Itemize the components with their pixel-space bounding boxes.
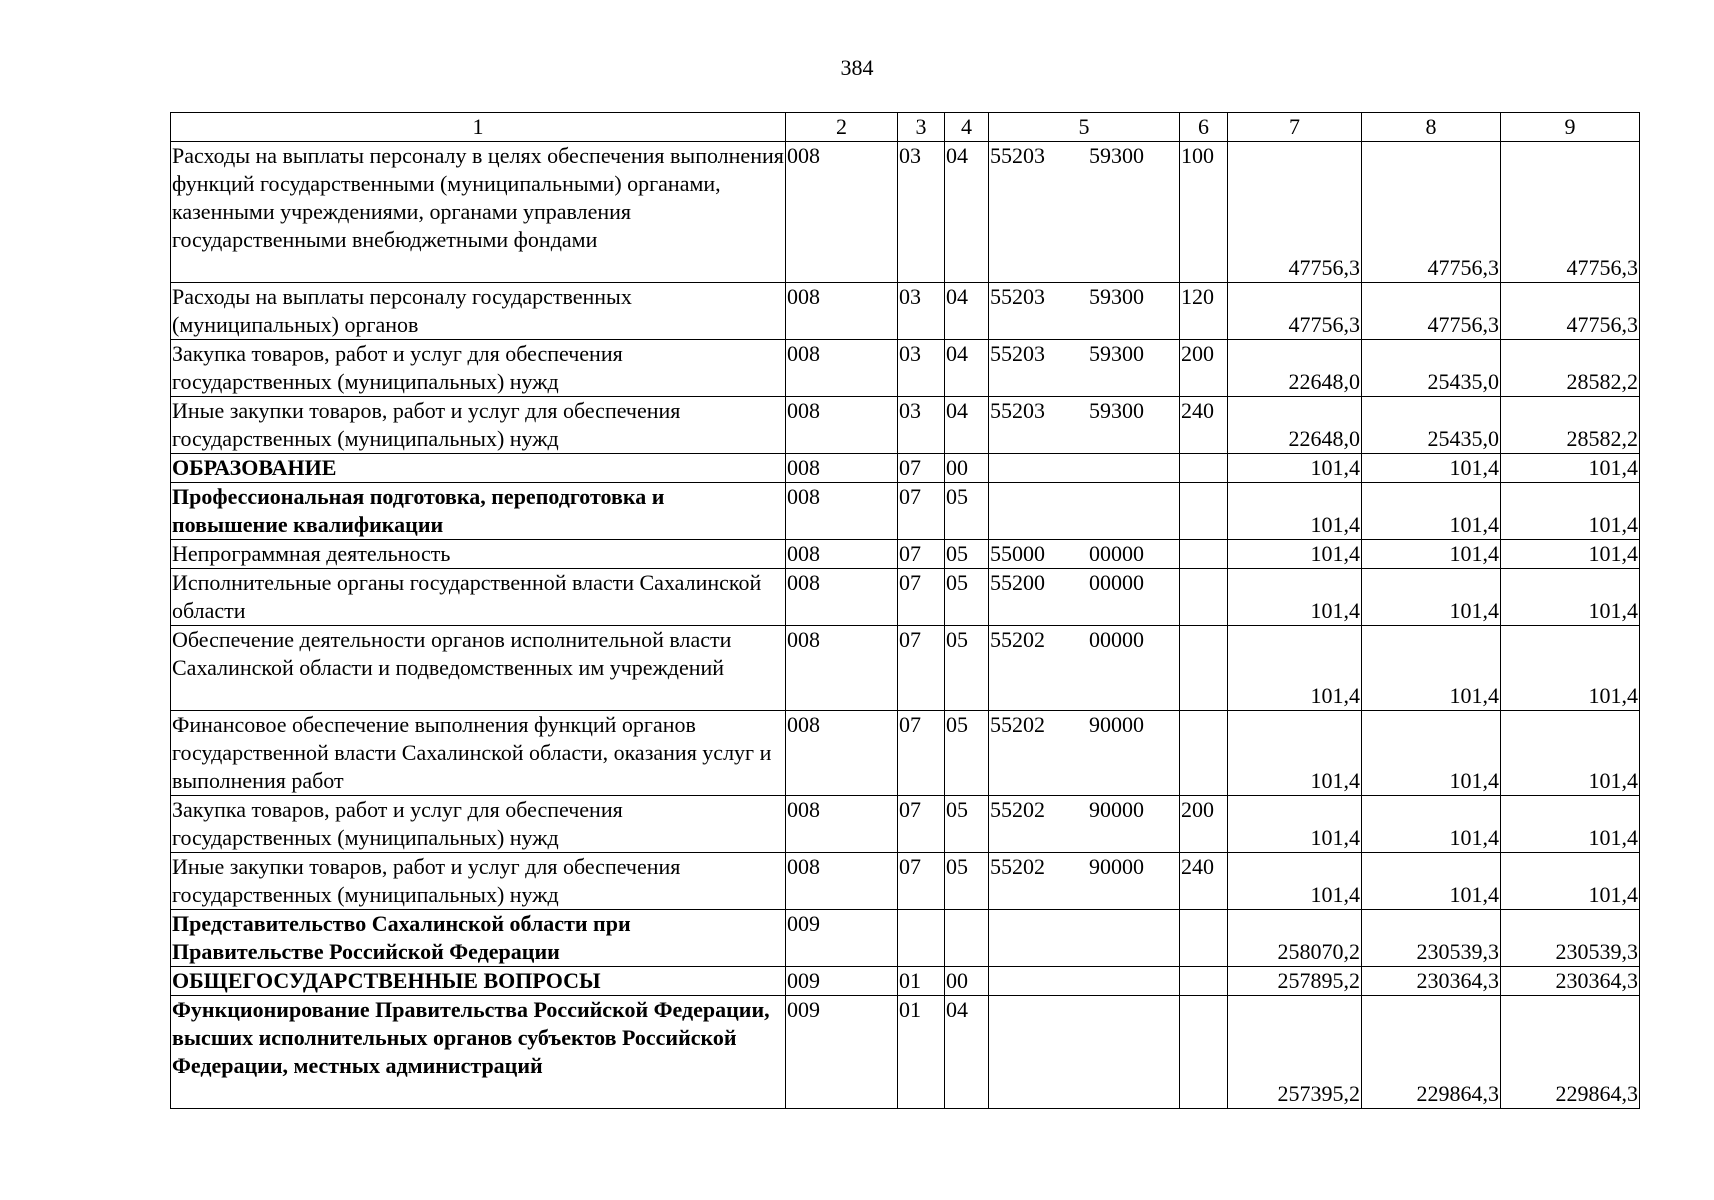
cell-code-expense-type bbox=[1180, 483, 1228, 540]
cell-code-expense-type bbox=[1180, 454, 1228, 483]
header-row bbox=[171, 113, 1640, 142]
header-col-4: 4 bbox=[945, 113, 989, 142]
table-row bbox=[171, 626, 1640, 711]
cell-amount-7: 22648,0 bbox=[1228, 397, 1362, 454]
table-header bbox=[171, 113, 1640, 142]
cell-code-subsection: 04 bbox=[945, 340, 989, 397]
cell-code-section: 07 bbox=[898, 711, 945, 796]
cell-code-section: 03 bbox=[898, 397, 945, 454]
article-part-1: 55200 bbox=[990, 570, 1045, 595]
cell-code-ministry: 008 bbox=[786, 711, 898, 796]
article-part-2: 90000 bbox=[1089, 797, 1144, 822]
row-name: Обеспечение деятельности органов исполнительной власти Сахалинской области и подведомственных им учреждений bbox=[171, 626, 786, 711]
cell-code-expense-type: 240 bbox=[1180, 853, 1228, 910]
article-part-1: 55202 bbox=[990, 797, 1045, 822]
article-part-2: 90000 bbox=[1089, 854, 1144, 879]
row-name: Закупка товаров, работ и услуг для обеспечения государственных (муниципальных) нужд bbox=[171, 340, 786, 397]
cell-code-article bbox=[989, 853, 1180, 910]
cell-code-subsection: 05 bbox=[945, 483, 989, 540]
cell-amount-7: 101,4 bbox=[1228, 711, 1362, 796]
cell-amount-7: 101,4 bbox=[1228, 483, 1362, 540]
article-part-2: 00000 bbox=[1089, 541, 1144, 566]
cell-code-ministry: 008 bbox=[786, 626, 898, 711]
cell-code-expense-type bbox=[1180, 910, 1228, 967]
cell-code-expense-type bbox=[1180, 569, 1228, 626]
row-name: Расходы на выплаты персоналу государственных (муниципальных) органов bbox=[171, 283, 786, 340]
row-name: Функционирование Правительства Российской Федерации, высших исполнительных органов субъектов Российской Федерации, местных администраций bbox=[171, 996, 786, 1109]
cell-code-ministry: 008 bbox=[786, 483, 898, 540]
cell-amount-8: 25435,0 bbox=[1362, 340, 1501, 397]
cell-code-expense-type: 100 bbox=[1180, 142, 1228, 283]
article-part-2: 59300 bbox=[1089, 341, 1144, 366]
article-part-1: 55203 bbox=[990, 284, 1045, 309]
row-name: Закупка товаров, работ и услуг для обеспечения государственных (муниципальных) нужд bbox=[171, 796, 786, 853]
cell-amount-8: 101,4 bbox=[1362, 711, 1501, 796]
cell-code-expense-type: 120 bbox=[1180, 283, 1228, 340]
cell-code-section: 07 bbox=[898, 626, 945, 711]
cell-code-subsection: 05 bbox=[945, 540, 989, 569]
cell-code-section: 07 bbox=[898, 853, 945, 910]
row-name: Финансовое обеспечение выполнения функций органов государственной власти Сахалинской области, оказания услуг и выполнения работ bbox=[171, 711, 786, 796]
header-col-3: 3 bbox=[898, 113, 945, 142]
cell-code-section: 03 bbox=[898, 142, 945, 283]
cell-code-ministry: 009 bbox=[786, 910, 898, 967]
cell-amount-7: 258070,2 bbox=[1228, 910, 1362, 967]
article-part-1: 55202 bbox=[990, 712, 1045, 737]
row-name: Расходы на выплаты персоналу в целях обеспечения выполнения функций государственными (муниципальными) органами, казенными учреждениями, органами управления государственными внебюджетными фондами bbox=[171, 142, 786, 283]
cell-code-subsection: 05 bbox=[945, 796, 989, 853]
cell-code-article bbox=[989, 796, 1180, 853]
cell-amount-7: 101,4 bbox=[1228, 569, 1362, 626]
cell-amount-9: 101,4 bbox=[1501, 853, 1640, 910]
cell-amount-9: 230364,3 bbox=[1501, 967, 1640, 996]
row-name: Иные закупки товаров, работ и услуг для обеспечения государственных (муниципальных) нужд bbox=[171, 397, 786, 454]
cell-code-ministry: 008 bbox=[786, 454, 898, 483]
cell-code-subsection: 04 bbox=[945, 142, 989, 283]
cell-code-expense-type bbox=[1180, 540, 1228, 569]
cell-code-article bbox=[989, 910, 1180, 967]
cell-amount-7: 47756,3 bbox=[1228, 142, 1362, 283]
table-row bbox=[171, 483, 1640, 540]
cell-code-article bbox=[989, 996, 1180, 1109]
row-name: Непрограммная деятельность bbox=[171, 540, 786, 569]
cell-amount-9: 101,4 bbox=[1501, 540, 1640, 569]
article-part-2: 00000 bbox=[1089, 627, 1144, 652]
cell-code-subsection: 05 bbox=[945, 853, 989, 910]
cell-code-section: 01 bbox=[898, 996, 945, 1109]
cell-code-subsection: 04 bbox=[945, 996, 989, 1109]
article-part-2: 59300 bbox=[1089, 398, 1144, 423]
cell-code-expense-type: 200 bbox=[1180, 340, 1228, 397]
table-row bbox=[171, 711, 1640, 796]
cell-amount-7: 257895,2 bbox=[1228, 967, 1362, 996]
cell-code-expense-type: 240 bbox=[1180, 397, 1228, 454]
table-body bbox=[171, 142, 1640, 1109]
cell-code-subsection: 05 bbox=[945, 569, 989, 626]
cell-amount-8: 230364,3 bbox=[1362, 967, 1501, 996]
cell-code-ministry: 008 bbox=[786, 340, 898, 397]
table-row bbox=[171, 454, 1640, 483]
cell-code-section: 03 bbox=[898, 340, 945, 397]
cell-amount-7: 101,4 bbox=[1228, 796, 1362, 853]
article-part-1: 55203 bbox=[990, 341, 1045, 366]
cell-code-ministry: 008 bbox=[786, 142, 898, 283]
cell-code-subsection: 00 bbox=[945, 967, 989, 996]
header-col-9: 9 bbox=[1501, 113, 1640, 142]
cell-code-ministry: 009 bbox=[786, 967, 898, 996]
cell-amount-8: 101,4 bbox=[1362, 540, 1501, 569]
article-part-2: 59300 bbox=[1089, 143, 1144, 168]
row-name: ОБРАЗОВАНИЕ bbox=[171, 454, 786, 483]
cell-code-section: 07 bbox=[898, 454, 945, 483]
header-col-6: 6 bbox=[1180, 113, 1228, 142]
cell-code-expense-type bbox=[1180, 967, 1228, 996]
cell-code-ministry: 008 bbox=[786, 853, 898, 910]
article-part-1: 55202 bbox=[990, 854, 1045, 879]
article-part-2: 59300 bbox=[1089, 284, 1144, 309]
cell-amount-7: 47756,3 bbox=[1228, 283, 1362, 340]
cell-code-section: 07 bbox=[898, 569, 945, 626]
table-row bbox=[171, 540, 1640, 569]
cell-code-article bbox=[989, 483, 1180, 540]
table-row bbox=[171, 340, 1640, 397]
article-part-1: 55203 bbox=[990, 143, 1045, 168]
table-row bbox=[171, 142, 1640, 283]
cell-code-ministry: 009 bbox=[786, 996, 898, 1109]
cell-amount-7: 22648,0 bbox=[1228, 340, 1362, 397]
cell-amount-8: 47756,3 bbox=[1362, 142, 1501, 283]
cell-code-article bbox=[989, 340, 1180, 397]
cell-code-article bbox=[989, 967, 1180, 996]
row-name: Исполнительные органы государственной власти Сахалинской области bbox=[171, 569, 786, 626]
cell-amount-9: 101,4 bbox=[1501, 626, 1640, 711]
cell-code-article bbox=[989, 283, 1180, 340]
row-name: Представительство Сахалинской области при Правительстве Российской Федерации bbox=[171, 910, 786, 967]
cell-code-subsection bbox=[945, 910, 989, 967]
cell-amount-8: 101,4 bbox=[1362, 569, 1501, 626]
cell-amount-9: 28582,2 bbox=[1501, 340, 1640, 397]
cell-code-article bbox=[989, 397, 1180, 454]
cell-amount-8: 101,4 bbox=[1362, 796, 1501, 853]
cell-code-expense-type bbox=[1180, 711, 1228, 796]
cell-amount-9: 230539,3 bbox=[1501, 910, 1640, 967]
article-part-1: 55000 bbox=[990, 541, 1045, 566]
cell-code-section: 07 bbox=[898, 483, 945, 540]
cell-code-subsection: 05 bbox=[945, 626, 989, 711]
article-part-1: 55202 bbox=[990, 627, 1045, 652]
cell-amount-9: 229864,3 bbox=[1501, 996, 1640, 1109]
cell-amount-9: 28582,2 bbox=[1501, 397, 1640, 454]
article-part-2: 90000 bbox=[1089, 712, 1144, 737]
cell-code-ministry: 008 bbox=[786, 796, 898, 853]
cell-code-expense-type: 200 bbox=[1180, 796, 1228, 853]
cell-amount-8: 101,4 bbox=[1362, 483, 1501, 540]
cell-code-section bbox=[898, 910, 945, 967]
cell-code-article bbox=[989, 569, 1180, 626]
cell-amount-8: 101,4 bbox=[1362, 626, 1501, 711]
table-row bbox=[171, 996, 1640, 1109]
cell-amount-9: 101,4 bbox=[1501, 796, 1640, 853]
cell-amount-9: 47756,3 bbox=[1501, 283, 1640, 340]
cell-amount-7: 101,4 bbox=[1228, 540, 1362, 569]
row-name: Иные закупки товаров, работ и услуг для обеспечения государственных (муниципальных) нужд bbox=[171, 853, 786, 910]
cell-amount-9: 47756,3 bbox=[1501, 142, 1640, 283]
article-part-2: 00000 bbox=[1089, 570, 1144, 595]
cell-amount-8: 230539,3 bbox=[1362, 910, 1501, 967]
cell-code-section: 07 bbox=[898, 796, 945, 853]
cell-code-expense-type bbox=[1180, 626, 1228, 711]
cell-amount-9: 101,4 bbox=[1501, 483, 1640, 540]
article-part-1: 55203 bbox=[990, 398, 1045, 423]
cell-code-section: 01 bbox=[898, 967, 945, 996]
cell-code-ministry: 008 bbox=[786, 397, 898, 454]
cell-code-ministry: 008 bbox=[786, 283, 898, 340]
cell-code-expense-type bbox=[1180, 996, 1228, 1109]
cell-amount-7: 257395,2 bbox=[1228, 996, 1362, 1109]
cell-amount-8: 25435,0 bbox=[1362, 397, 1501, 454]
cell-code-section: 07 bbox=[898, 540, 945, 569]
cell-code-article bbox=[989, 711, 1180, 796]
cell-code-article bbox=[989, 540, 1180, 569]
table-row bbox=[171, 910, 1640, 967]
cell-code-subsection: 04 bbox=[945, 397, 989, 454]
cell-amount-8: 229864,3 bbox=[1362, 996, 1501, 1109]
cell-amount-8: 101,4 bbox=[1362, 853, 1501, 910]
page-number: 384 bbox=[840, 55, 874, 80]
table-row bbox=[171, 283, 1640, 340]
cell-amount-8: 47756,3 bbox=[1362, 283, 1501, 340]
row-name: Профессиональная подготовка, переподготовка и повышение квалификации bbox=[171, 483, 786, 540]
header-col-5: 5 bbox=[989, 113, 1180, 142]
header-col-2: 2 bbox=[786, 113, 898, 142]
cell-amount-8: 101,4 bbox=[1362, 454, 1501, 483]
cell-amount-9: 101,4 bbox=[1501, 454, 1640, 483]
cell-code-subsection: 00 bbox=[945, 454, 989, 483]
cell-code-article bbox=[989, 142, 1180, 283]
cell-amount-9: 101,4 bbox=[1501, 711, 1640, 796]
header-col-7: 7 bbox=[1228, 113, 1362, 142]
table-row bbox=[171, 796, 1640, 853]
cell-code-subsection: 05 bbox=[945, 711, 989, 796]
cell-amount-7: 101,4 bbox=[1228, 454, 1362, 483]
header-col-8: 8 bbox=[1362, 113, 1501, 142]
table-row bbox=[171, 569, 1640, 626]
cell-amount-7: 101,4 bbox=[1228, 853, 1362, 910]
cell-code-ministry: 008 bbox=[786, 540, 898, 569]
budget-table bbox=[170, 112, 1640, 1109]
table-row bbox=[171, 853, 1640, 910]
cell-code-article bbox=[989, 454, 1180, 483]
table-row bbox=[171, 397, 1640, 454]
cell-amount-7: 101,4 bbox=[1228, 626, 1362, 711]
table-row bbox=[171, 967, 1640, 996]
cell-code-ministry: 008 bbox=[786, 569, 898, 626]
cell-code-section: 03 bbox=[898, 283, 945, 340]
header-col-1: 1 bbox=[171, 113, 786, 142]
cell-code-article bbox=[989, 626, 1180, 711]
row-name: ОБЩЕГОСУДАРСТВЕННЫЕ ВОПРОСЫ bbox=[171, 967, 786, 996]
cell-code-subsection: 04 bbox=[945, 283, 989, 340]
cell-amount-9: 101,4 bbox=[1501, 569, 1640, 626]
